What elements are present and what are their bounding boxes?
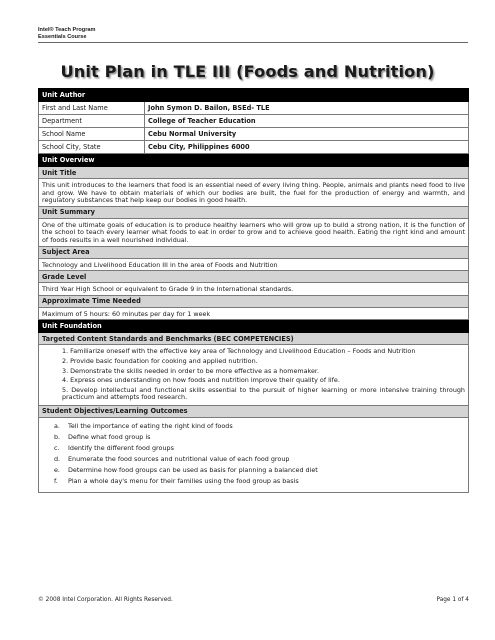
unit-summary-text: One of the ultimate goals of education is to produce healthy learners who will grow up to build a strong nation, it is the function of the school to teach every learner what foods to eat in order to grow and to achieve good health. Eating the right kind and amount of foods results in a well nourished individual. [39, 218, 469, 246]
document-title: Unit Plan in TLE III (Foods and Nutrition) [60, 62, 435, 81]
standards-list-row [39, 345, 469, 406]
unit-title-text: This unit introduces to the learners that food is an essential need of every living thing. People, animals and plants need food to live and grow. We have to obtain materials of which our bodies are built, the fuel for the production of energy and warmth, and regulatory substances that help keep our bodies in good health. [39, 179, 469, 207]
list-item [54, 455, 465, 463]
list-text: Enumerate the food sources and nutritional value of each food group [68, 454, 290, 463]
program-name: Intel® Teach Program [38, 27, 96, 33]
unit-foundation-heading-row [39, 320, 469, 333]
city-row [39, 141, 469, 154]
unit-author-heading: Unit Author [39, 89, 469, 102]
school-label: School Name [39, 128, 145, 141]
list-text: Plan a whole day's menu for their families using the food group as basis [68, 476, 299, 485]
objectives-list [42, 422, 465, 485]
department-label: Department [39, 115, 145, 128]
list-item: 1. Familiarize oneself with the effective key area of Technology and Livelihood Education – Foods and Nutrition [62, 347, 416, 356]
unit-title-label: Unit Title [39, 167, 469, 179]
header-divider [38, 42, 468, 43]
list-letter: e. [54, 465, 60, 474]
unit-title-text-row [39, 179, 469, 207]
list-text: Tell the importance of eating the right kind of foods [68, 421, 233, 430]
school-row [39, 128, 469, 141]
list-text: Determine how food groups can be used as basis for planning a balanced diet [68, 465, 318, 474]
standards-label-row [39, 333, 469, 345]
copyright-text: © 2008 Intel Corporation. All Rights Reserved. [38, 597, 173, 603]
list-item: 3. Demonstrate the skills needed in order to be more effective as a homemaker. [62, 366, 319, 375]
page-footer [38, 597, 469, 603]
list-item [54, 433, 465, 441]
city-value: Cebu City, Philippines 6000 [145, 141, 469, 154]
author-row [39, 102, 469, 115]
city-label: School City, State [39, 141, 145, 154]
list-letter: c. [54, 443, 60, 452]
time-needed-text-row [39, 307, 469, 320]
list-item [54, 444, 465, 452]
unit-overview-heading-row [39, 154, 469, 167]
list-letter: a. [54, 421, 60, 430]
unit-overview-heading: Unit Overview [39, 154, 469, 167]
list-letter: f. [54, 476, 58, 485]
page-header [38, 27, 468, 43]
list-item: 5. Develop intellectual and functional skills essential to the pursuit of higher learning or more intensive training through practicum and attempts food research. [62, 385, 465, 402]
subject-area-text: Technology and Livelihood Education III in the area of Foods and Nutrition [39, 258, 469, 271]
time-needed-label-row [39, 295, 469, 307]
author-value: John Symon D. Bailon, BSEd- TLE [145, 102, 469, 115]
list-item [54, 466, 465, 474]
grade-level-label: Grade Level [39, 271, 469, 283]
objectives-label: Student Objectives/Learning Outcomes [39, 405, 469, 417]
course-name: Essentials Course [38, 34, 87, 40]
list-text: Define what food group is [68, 432, 151, 441]
standards-list [42, 348, 465, 402]
list-item: 2. Provide basic foundation for cooking and applied nutrition. [62, 356, 258, 365]
department-row [39, 115, 469, 128]
objectives-label-row [39, 405, 469, 417]
standards-label: Targeted Content Standards and Benchmarks (BEC COMPETENCIES) [39, 333, 469, 345]
subject-area-text-row [39, 258, 469, 271]
unit-summary-text-row [39, 218, 469, 246]
subject-area-label: Subject Area [39, 246, 469, 258]
list-text: Identify the different food groups [68, 443, 174, 452]
subject-area-label-row [39, 246, 469, 258]
list-letter: d. [54, 454, 61, 463]
objectives-list-row [39, 417, 469, 492]
page-number: Page 1 of 4 [436, 597, 469, 603]
school-value: Cebu Normal University [145, 128, 469, 141]
grade-level-text: Third Year High School or equivalent to Grade 9 in the International standards. [39, 283, 469, 296]
time-needed-label: Approximate Time Needed [39, 295, 469, 307]
unit-summary-label-row [39, 206, 469, 218]
list-item [54, 477, 465, 485]
list-item [54, 422, 465, 430]
unit-summary-label: Unit Summary [39, 206, 469, 218]
grade-level-label-row [39, 271, 469, 283]
list-item: 4. Express ones understanding on how foods and nutrition improve their quality of life. [62, 376, 340, 385]
list-letter: b. [54, 432, 61, 441]
time-needed-text: Maximum of 5 hours: 60 minutes per day for 1 week [39, 307, 469, 320]
unit-title-label-row [39, 167, 469, 179]
unit-foundation-heading: Unit Foundation [39, 320, 469, 333]
department-value: College of Teacher Education [145, 115, 469, 128]
grade-level-text-row [39, 283, 469, 296]
author-label: First and Last Name [39, 102, 145, 115]
unit-plan-table [38, 88, 469, 493]
unit-author-heading-row [39, 89, 469, 102]
